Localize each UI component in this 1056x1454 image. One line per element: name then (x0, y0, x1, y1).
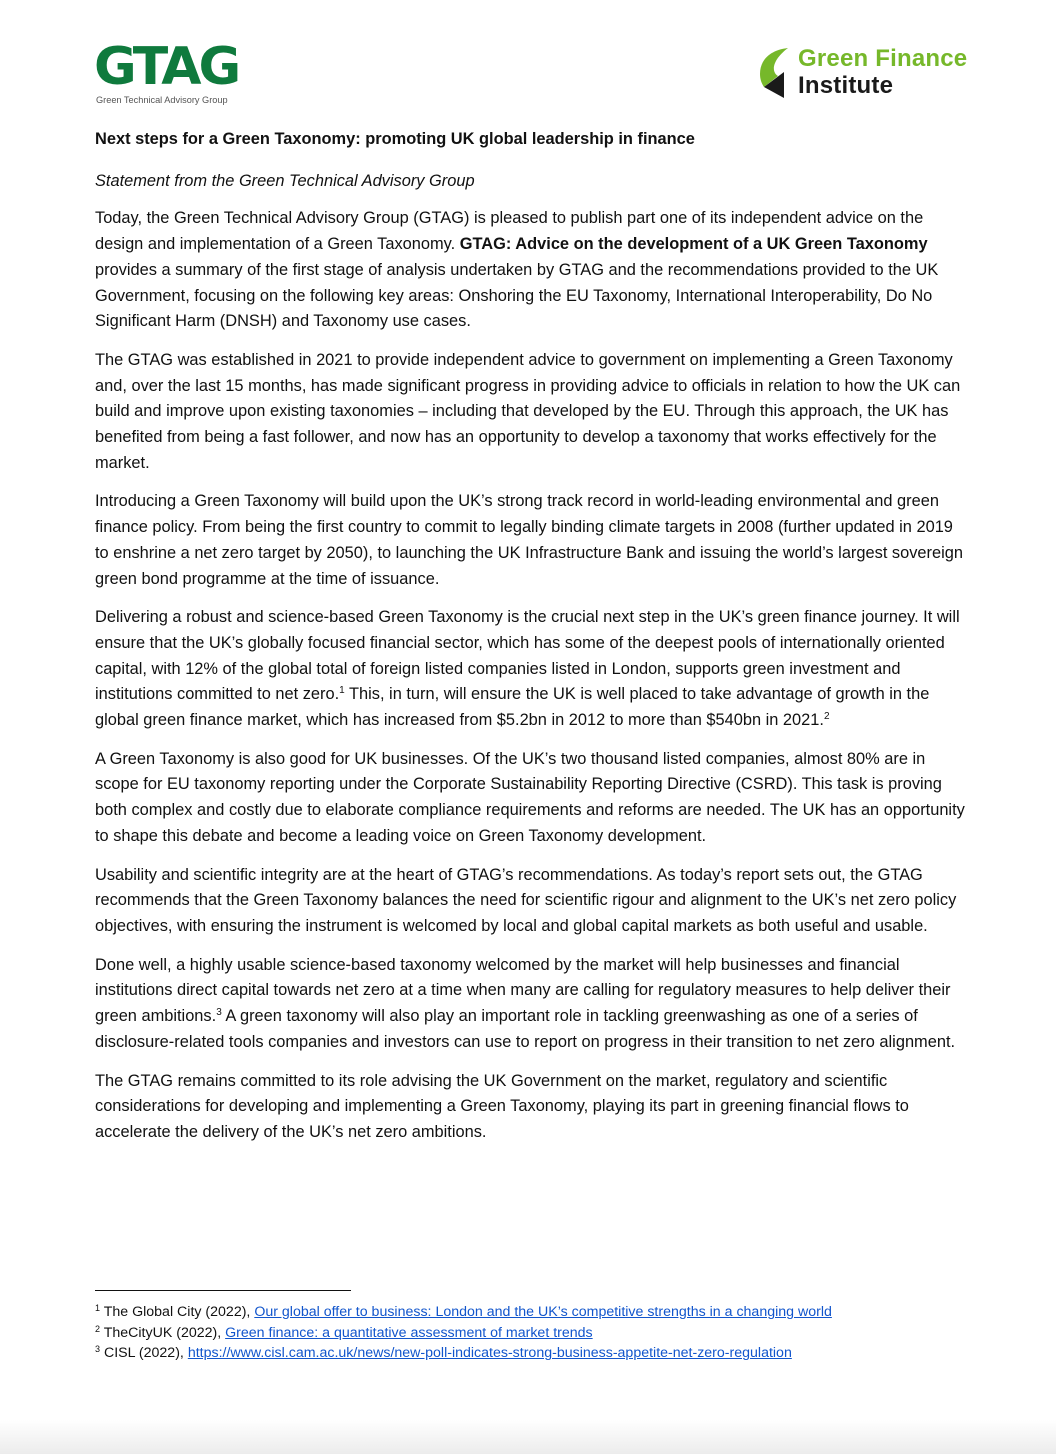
green-finance-institute-logo (758, 45, 968, 101)
document-title: Next steps for a Green Taxonomy: promoting UK global leadership in finance (95, 130, 695, 148)
paragraph-1 (95, 206, 965, 335)
paragraph-1-text-a: Today, the Green Technical Advisory Group (GTAG) is pleased to publish part one of its independent advice on the design and implementation of a Green Taxonomy. (95, 209, 924, 254)
paragraph-4-text-b: This, in turn, will ensure the UK is well placed to take advantage of growth in the global green finance market, which has increased from $5.2bn in 2012 to more than $540bn in 2021. (95, 685, 930, 730)
paragraph-2: The GTAG was established in 2021 to provide independent advice to government on implementing a Green Taxonomy and, over the last 15 months, has made significant progress in providing advice to officials in relation to how the UK can build and improve upon existing taxonomies – including that developed by the EU. Through this approach, the UK has benefited from being a fast follower, and now has an opportunity to develop a taxonomy that works effectively for the market. (95, 350, 961, 472)
paragraph-4-text-a: Delivering a robust and science-based Green Taxonomy is the crucial next step in the UK’s green finance journey. It will ensure that the UK’s globally focused financial sector, which has some of the deepest pools of internationally oriented capital, with 12% of the global total of foreign listed companies listed in London, supports green investment and institutions committed to net zero. (95, 608, 960, 704)
footnote-2: $^2$ TheCityUK (2022), Green finance: a quantitative assessment of market trends (95, 1323, 593, 1341)
footnote-2-link[interactable]: Green finance: a quantitative assessment of market trends (225, 1324, 593, 1341)
footnote-ref-1[interactable]: 1 (339, 685, 345, 697)
paragraph-7-text-b: A green taxonomy will also play an important role in tackling greenwashing as one of a series of disclosure-related tools companies and investors can use to report on progress in their transition to net zero alignment. (95, 1007, 956, 1051)
footnote-1-link[interactable]: Our global offer to business: London and the UK’s competitive strengths in a changing world (254, 1304, 832, 1320)
paragraph-7-text-a: Done well, a highly usable science-based taxonomy welcomed by the market will help businesses and financial institutions direct capital towards net zero at a time when many are calling for regulatory measures to help deliver their green ambitions. (95, 955, 951, 1026)
gtag-wordmark: GTAG (94, 40, 239, 97)
paragraph-1-text-b: provides a summary of the first stage of analysis undertaken by GTAG and the recommendations provided to the UK Government, focusing on the following key areas: Onshoring the EU Taxonomy, International Interoperability, Do No Significant Harm (DNSH) and Taxonomy use cases. (95, 260, 939, 331)
footnotes (95, 1302, 975, 1364)
footnote-3: $^3$ CISL (2022), https://www.cisl.cam.ac.uk/news/new-poll-indicates-strong-business-appetite-net-zero-regulation (95, 1344, 792, 1361)
paragraph-5: A Green Taxonomy is also good for UK businesses. Of the UK’s two thousand listed companies, almost 80% are in scope for EU taxonomy reporting under the Corporate Sustainability Reporting Directive (CSRD). This task is proving both complex and costly due to elaborate compliance requirements and reforms are needed. The UK has an opportunity to shape this debate and become a leading voice on Green Taxonomy development. (95, 749, 965, 845)
gfi-name-line1: Green Finance (798, 45, 968, 72)
footnote-3-link[interactable]: https://www.cisl.cam.ac.uk/news/new-poll-indicates-strong-business-appetite-net-zero-regulation (187, 1345, 792, 1361)
footnote-divider (95, 1290, 351, 1291)
footnote-ref-3[interactable]: 3 (216, 1007, 222, 1019)
paragraph-7 (95, 953, 965, 1056)
footnote-ref-2[interactable]: 2 (823, 711, 830, 723)
page-bottom-edge (0, 1420, 1056, 1454)
paragraph-6: Usability and scientific integrity are at the heart of GTAG’s recommendations. As today’s report sets out, the GTAG recommends that the Green Taxonomy balances the need for scientific rigour and alignment to the UK’s net zero policy objectives, with ensuring the instrument is welcomed by local and global capital markets as both useful and usable. (95, 865, 957, 935)
paragraph-8: The GTAG remains committed to its role advising the UK Government on the market, regulatory and scientific considerations for developing and implementing a Green Taxonomy, playing its part in greening financial flows to accelerate the delivery of the UK’s net zero ambitions. (95, 1071, 909, 1141)
statement-body (95, 127, 965, 1159)
gfi-leaf-icon (758, 46, 794, 100)
gtag-tagline: Green Technical Advisory Group (96, 95, 228, 105)
gtag-logo (94, 40, 254, 106)
document-subtitle: Statement from the Green Technical Advisory Group (95, 171, 475, 190)
paragraph-4 (95, 605, 965, 734)
gfi-name-line2: Institute (798, 72, 894, 99)
paragraph-3: Introducing a Green Taxonomy will build upon the UK’s strong track record in world-leading environmental and green finance policy. From being the first country to commit to legally binding climate targets in 2008 (further updated in 2019 to enshrine a net zero target by 2050), to launching the UK Infrastructure Bank and issuing the world’s largest sovereign green bond programme at the time of issuance. (95, 492, 963, 588)
footnote-1: $^1$ The Global City (2022), Our global offer to business: London and the UK’s competitive strengths in a changing world (95, 1303, 832, 1320)
report-title-bold: GTAG: Advice on the development of a UK Green Taxonomy (459, 235, 928, 254)
